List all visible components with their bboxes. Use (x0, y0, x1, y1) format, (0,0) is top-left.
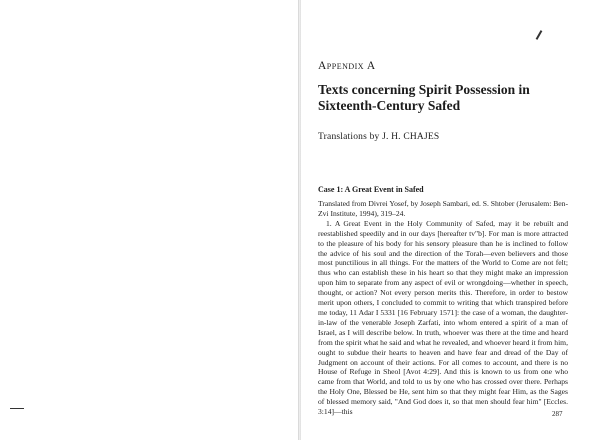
book-spine (298, 0, 301, 440)
title-line-1: Texts concerning Spirit Possession in (318, 82, 530, 97)
page-number: 287 (552, 410, 563, 418)
source-note: Translated from Divrei Yosef, by Joseph Sambari, ed. S. Shtober (Jerusalem: Ben-Zvi Institute, 1994), 319–24. (318, 199, 568, 218)
chapter-title (318, 82, 568, 114)
case-heading: Case 1: A Great Event in Safed (318, 185, 424, 194)
page-edge-mark (10, 408, 24, 409)
pen-mark (536, 30, 543, 40)
right-page-header (318, 60, 568, 142)
body-text (318, 199, 568, 417)
main-paragraph: 1. A Great Event in the Holy Community of Safed, may it be rebuilt and reestablished speedily and in our days [hereafter tv"b]. For man is more attracted to the pleasure of his body for his sensory pleasure than he is inclined to follow the advice of his soul and the direction of the Torah—even believers and those most punctilious in all things. For the matters of the World to Come are not felt; thus who can establish these in his heart so that they might make an impression upon him to separate from any aspect of evil or wrongdoing—whether in speech, thought, or action? Not every person merits this. Therefore, in order to bestow merit upon others, I concluded to commit to writing that which transpired before me today, 11 Adar I 5331 [16 February 1571]: the case of a woman, the daughter-in-law of the venerable Joseph Zarfati, into whom entered a spirit of a man of Israel, as I will describe below. In truth, whoever was there at the time and heard from the spirit what he said and what he revealed, and whoever heard it from him, ought to subdue their hearts to heaven and have fear and dread of the Day of Judgment on account of their actions. For all comes to account, and there is no House of Refuge in Sheol [Avot 4:29]. And this is known to us from one who came from that World, and told to us by one who has crossed over there. Perhaps the Holy One, Blessed be He, sent him so that they might fear Him, as the Sages of blessed memory said, "And God does it, so that men should fear him" [Eccles. 3:14]—this (318, 218, 568, 417)
title-line-2: Sixteenth-Century Safed (318, 98, 461, 113)
appendix-label: Appendix A (318, 60, 376, 72)
translator-credit: Translations by J. H. CHAJES (318, 132, 440, 142)
